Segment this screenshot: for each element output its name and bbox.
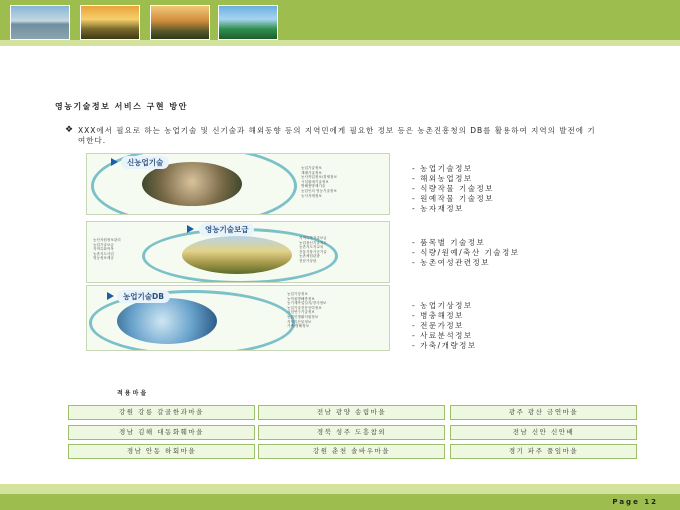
header-photo-island	[218, 5, 278, 40]
panel-farm-tech-extension	[86, 221, 390, 283]
village-box: 강원 강릉 갈골한과마을	[68, 405, 255, 420]
list-item: - 농업기술정보	[412, 164, 473, 173]
village-box: 경남 김해 대동화훼마을	[68, 425, 255, 440]
footer-strip	[0, 484, 680, 494]
panel-label: 영농기술보급	[199, 223, 254, 236]
section-title: 영농기술정보 서비스 구현 방안	[55, 102, 188, 111]
list-item: - 품목별 기술정보	[412, 238, 486, 247]
village-box: 경기 파주 풀잎마을	[450, 444, 637, 459]
mini-list-left: 농산자원정보관리 농업기술보급 지역특화작목 농촌지도사업 영농정보제공	[93, 238, 121, 261]
panel-label: 신농업기술	[121, 156, 169, 169]
arrow-icon	[107, 292, 114, 300]
list-item: - 농자재정보	[412, 204, 464, 213]
list-item: - 해외농업정보	[412, 174, 473, 183]
header-photo-sunset	[80, 5, 140, 40]
intro-text: XXX에서 필요로 하는 농업기술 및 신기술과 해외동향 등의 지역민에게 필요한 정보 등은 농촌진흥청의 DB를 활용하여 지역의 발전에 기여한다.	[78, 126, 596, 145]
list-item: - 농촌여성관련정보	[412, 258, 491, 267]
list-item: - 식량작물 기술정보	[412, 184, 494, 193]
mini-list: 농업기상정보 농작물병해충정보 농기계작업일지/경사정보 농업기술전문인력정보 시험연구기술정보 농업인생활지원정보 지역특산물정보 가축/병해정보	[287, 292, 327, 329]
mini-list-right: 지역특작기술보급 농업용신기술지도 농촌지도자교육 전통식품가공기술 농촌체험관광 전문가상담	[299, 236, 327, 263]
list-item: - 사료분석정보	[412, 331, 473, 340]
village-box: 전남 신안 신안배	[450, 425, 637, 440]
list-item: - 병충해정보	[412, 311, 464, 320]
page-number: Page 12	[612, 498, 658, 506]
header-photo-pier	[10, 5, 70, 40]
village-box: 강원 춘천 솔바우마을	[258, 444, 445, 459]
tech-photo	[117, 298, 217, 344]
panel-2-items	[412, 238, 519, 268]
arrow-icon	[187, 225, 194, 233]
village-box: 경북 성주 도흥참외	[258, 425, 445, 440]
field-photo	[182, 236, 292, 274]
panel-farm-tech-db	[86, 285, 390, 351]
header-strip	[0, 40, 680, 46]
villages-title: 적용마을	[117, 390, 149, 397]
list-item: - 식량/원예/축산 기술정보	[412, 248, 520, 257]
arrow-icon	[111, 158, 118, 166]
village-box: 전남 광양 송림마을	[258, 405, 445, 420]
list-item: - 원예작물 기술정보	[412, 194, 494, 203]
list-item: - 농업기상정보	[412, 301, 473, 310]
village-box: 광주 광산 금연마을	[450, 405, 637, 420]
footer-bar	[0, 494, 680, 510]
list-item: - 가축/개량정보	[412, 341, 477, 350]
header-photo-palm	[150, 5, 210, 40]
panel-3-items	[412, 301, 477, 351]
panel-1-items	[412, 164, 494, 214]
list-item: - 전문가정보	[412, 321, 464, 330]
mini-list: 농업기술정보 재배기술정보 농사작업정보/경제정보 시설원예기술정보 병해충방제기술 농업인의 영농기술정보 농사자재정보	[301, 166, 337, 198]
panel-label: 농업기술DB	[117, 290, 170, 303]
village-box: 경남 안동 하회마을	[68, 444, 255, 459]
panel-new-farm-tech	[86, 153, 390, 215]
diamond-bullet-icon: ❖	[65, 125, 74, 135]
